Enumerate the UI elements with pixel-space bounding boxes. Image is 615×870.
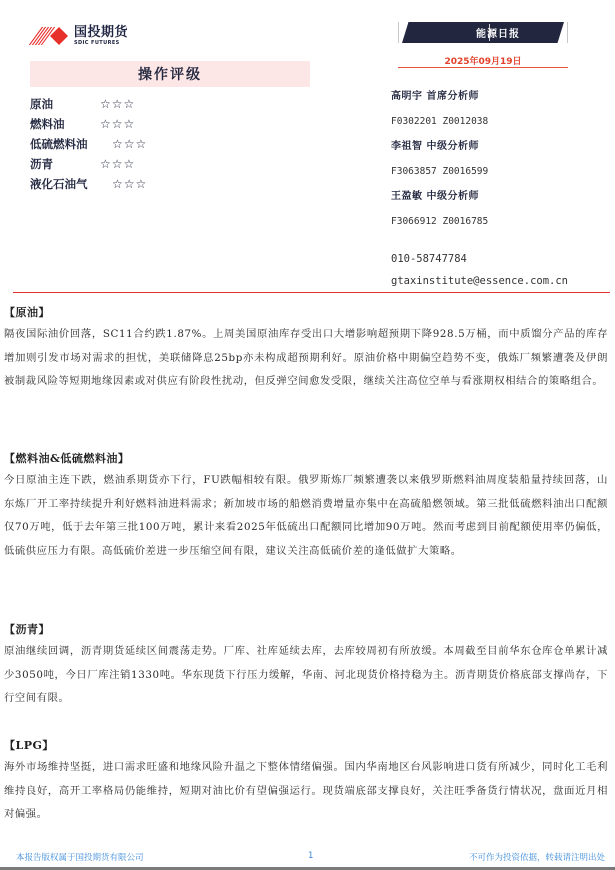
section-title: 【LPG】 [4, 739, 54, 752]
rating-name: 沥青 [30, 157, 53, 171]
section-body: 原油继续回调，沥青期货延续区间震荡走势。厂库、社库延续去库，去库较周初有所放缓。本周截至目前华东仓库仓单累计减少3050吨，今日厂库注销1330吨。华东现货下行压力缓解，华南、河北现货价格持稳为主。沥青期货价格底部支撑尚存，下行空间有限。 [4, 645, 608, 705]
rating-name: 液化石油气 [30, 177, 88, 191]
section-asphalt [4, 620, 608, 711]
analyst-license-id: F3063857 Z0016599 [391, 166, 489, 177]
analyst-name: 王盈敏 中级分析师 [391, 191, 479, 202]
analyst-name: 高明宇 首席分析师 [391, 91, 479, 102]
star-rating-icon: ☆☆☆ [100, 97, 136, 111]
analyst-list [391, 90, 601, 240]
page-number: 1 [308, 851, 314, 861]
section-title: 【燃料油&低硫燃料油】 [4, 452, 130, 465]
section-title: 【沥青】 [4, 623, 50, 636]
rating-row-asphalt [30, 154, 310, 174]
star-rating-icon: ☆☆☆ [112, 137, 148, 151]
rating-row-low-sulfur-fuel-oil [30, 134, 310, 154]
section-lpg [4, 736, 608, 827]
section-crude-oil [4, 303, 608, 394]
rating-row-crude [30, 94, 310, 114]
logo-name-cn: 国投期货 [74, 25, 129, 40]
company-logo [26, 25, 128, 47]
analyst-name: 李祖智 中级分析师 [391, 141, 479, 152]
analyst-license-id: F0302201 Z0012038 [391, 116, 489, 127]
contact-email[interactable]: gtaxinstitute@essence.com.cn [391, 275, 569, 287]
logo-name-en: SDIC FUTURES [74, 40, 120, 46]
star-rating-icon: ☆☆☆ [100, 157, 136, 171]
section-body: 隔夜国际油价回落，SC11合约跌1.87%。上周美国原油库存受出口大增影响超预期下降928.5万桶，而中质馏分产品的库存增加则引发市场对需求的担忧，美联储降息25bp亦未构成超预期利好。原油价格中期偏空趋势不变，俄炼厂频繁遭袭及伊朗被制裁风险等短期地缘因素或对供应有阶段性扰动，但反弹空间愈发受限，继续关注高位空单与看涨期权相结合的策略组合。 [4, 328, 608, 388]
rating-row-lpg [30, 174, 310, 194]
section-body: 今日原油主连下跌，燃油系期货亦下行，FU跌幅相较有限。俄罗斯炼厂频繁遭袭以来俄罗斯燃料油周度装船量持续回落，山东炼厂开工率持续提升利好燃料油进料需求；新加坡市场的船燃消费增量亦集中在高硫船燃领域。第三批低硫燃料油出口配额仅70万吨，低于去年第三批100万吨，累计来看2025年低硫出口配额同比增加90万吨。然而考虑到目前配额使用率仍偏低，低硫供应压力有限。高低硫价差进一步压缩空间有限，建议关注高低硫价差的逢低做扩大策略。 [4, 474, 608, 558]
section-fuel-oil [4, 449, 608, 564]
rating-list [30, 94, 310, 194]
report-type-banner [398, 22, 568, 43]
footer-copyright: 本报告版权属于国投期货有限公司 [16, 853, 144, 863]
contact-phone: 010-58747784 [391, 253, 467, 265]
section-body: 海外市场维持坚挺，进口需求旺盛和地缘风险升温之下整体情绪偏强。国内华南地区台风影响进口货有所减少，同时化工毛利维持良好，高开工率格局仍能维持，短期对油比价有望偏强运行。现货端底部支撑良好，关注旺季备货行情状况，盘面近月相对偏强。 [4, 761, 608, 821]
rating-name: 燃料油 [30, 117, 65, 131]
rating-title: 操作评级 [30, 61, 310, 87]
rating-row-fuel-oil [30, 114, 310, 134]
report-type-label: 能源日报 [476, 29, 520, 40]
header-divider [13, 292, 610, 293]
star-rating-icon: ☆☆☆ [112, 177, 148, 191]
section-title: 【原油】 [4, 306, 50, 319]
star-rating-icon: ☆☆☆ [100, 117, 136, 131]
page-footer [0, 848, 615, 866]
footer-disclaimer: 不可作为投资依据，转载请注明出处 [468, 853, 605, 863]
rating-name: 低硫燃料油 [30, 137, 88, 151]
date-underline [398, 67, 568, 68]
analyst-license-id: F3066912 Z0016785 [391, 216, 489, 227]
report-date: 2025年09月19日 [444, 57, 522, 67]
rating-name: 原油 [30, 97, 53, 111]
stripe-diamond-logo-icon [26, 27, 70, 45]
